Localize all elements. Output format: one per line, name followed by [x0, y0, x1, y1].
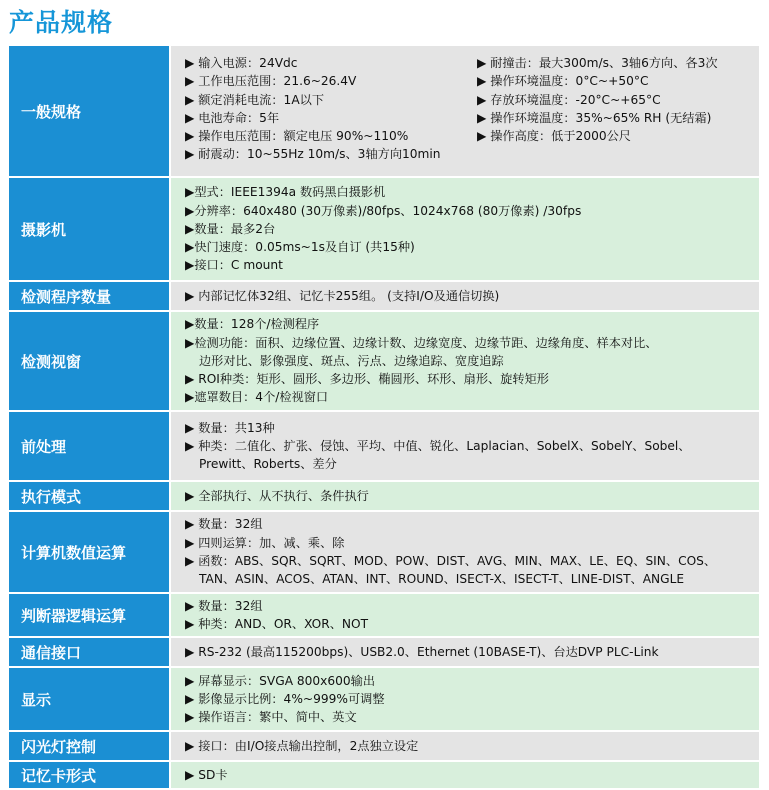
- spec-line: ▶ 操作语言：繁中、简中、英文: [185, 710, 357, 725]
- spec-line: ▶型式：IEEE1394a 数码黑白摄影机: [185, 185, 386, 200]
- spec-line: ▶ 耐撞击：最大300m/s、3轴6方向、各3次: [477, 56, 718, 70]
- spec-row-execution-mode: [9, 482, 759, 512]
- row-label: 闪光灯控制: [9, 732, 171, 760]
- row-content: [171, 46, 759, 176]
- spec-line: ▶ 种类：二值化、扩张、侵蚀、平均、中值、锐化、Laplacian、SobelX、SobelY、Sobel、: [185, 438, 691, 453]
- row-content: [171, 178, 759, 280]
- spec-line: ▶ 数量：共13种: [185, 420, 275, 435]
- spec-line: ▶ 操作环境温度：0°C~+50°C: [477, 74, 649, 89]
- spec-row-camera: [9, 178, 759, 282]
- spec-row-logic-operations: [9, 594, 759, 638]
- spec-row-display: [9, 668, 759, 732]
- row-label: 计算机数值运算: [9, 512, 171, 592]
- spec-line: ▶ 数量：32组: [185, 598, 263, 613]
- row-label: 通信接口: [9, 638, 171, 666]
- spec-line: ▶ 内部记忆体32组、记忆卡255组。 (支持I/O及通信切换): [185, 288, 500, 303]
- spec-line: ▶ SD卡: [185, 767, 228, 782]
- row-content: [171, 312, 759, 410]
- row-content: [171, 638, 759, 666]
- row-content: [171, 732, 759, 760]
- row-label: 前处理: [9, 412, 171, 480]
- spec-line: ▶遮罩数目：4个/检视窗口: [185, 390, 329, 405]
- spec-line: ▶ 操作环境温度：35%~65% RH (无结霜): [477, 110, 712, 125]
- spec-line: ▶ 接口：由I/O接点输出控制，2点独立设定: [185, 738, 419, 753]
- spec-line: ▶ 操作高度：低于2000公尺: [477, 129, 631, 144]
- spec-line: ▶数量：128个/检测程序: [185, 317, 320, 332]
- spec-line: ▶数量：最多2台: [185, 221, 276, 236]
- spec-line: ▶ 函数：ABS、SQR、SQRT、MOD、POW、DIST、AVG、MIN、MAX、LE、EQ、SIN、COS、: [185, 554, 717, 568]
- row-label: 检测视窗: [9, 312, 171, 410]
- spec-line: ▶ 电池寿命：5年: [185, 110, 280, 125]
- row-label: 显示: [9, 668, 171, 730]
- spec-row-communication: [9, 638, 759, 668]
- spec-line: ▶ ROI种类：矩形、圆形、多边形、椭圆形、环形、扇形、旋转矩形: [185, 372, 549, 387]
- spec-line: Prewitt、Roberts、差分: [199, 457, 337, 472]
- row-label: 摄影机: [9, 178, 171, 280]
- row-label: 记忆卡形式: [9, 762, 171, 788]
- spec-row-preprocessing: [9, 412, 759, 482]
- spec-line: ▶ 屏幕显示：SVGA 800x600输出: [185, 673, 376, 688]
- right-column: [477, 54, 759, 145]
- row-content: [171, 668, 759, 730]
- spec-line: ▶ 全部执行、从不执行、条件执行: [185, 488, 369, 503]
- spec-line: ▶ 工作电压范围：21.6~26.4V: [185, 74, 357, 89]
- row-label: 检测程序数量: [9, 282, 171, 310]
- spec-line: ▶检测功能：面积、边缘位置、边缘计数、边缘宽度、边缘节距、边缘角度、样本对比、: [185, 335, 658, 350]
- spec-line: ▶快门速度：0.05ms~1s及自订 (共15种): [185, 240, 415, 255]
- spec-row-general: [9, 46, 759, 178]
- spec-line: ▶ 额定消耗电流：1A以下: [185, 92, 325, 107]
- spec-line: 边形对比、影像强度、斑点、污点、边缘追踪、宽度追踪: [199, 353, 504, 368]
- row-content: [171, 482, 759, 510]
- spec-line: ▶ 操作电压范围：额定电压 90%~110%: [185, 129, 409, 144]
- spec-row-program-count: [9, 282, 759, 312]
- row-label: 执行模式: [9, 482, 171, 510]
- spec-line: ▶ 输入电源：24Vdc: [185, 56, 298, 70]
- spec-line: ▶接口：C mount: [185, 258, 283, 273]
- spec-row-numeric-operations: [9, 512, 759, 594]
- spec-line: ▶ 存放环境温度：-20°C~+65°C: [477, 92, 661, 107]
- spec-line: TAN、ASIN、ACOS、ATAN、INT、ROUND、ISECT-X、ISECT-T、LINE-DIST、ANGLE: [199, 572, 685, 587]
- row-content: [171, 412, 759, 480]
- row-content: [171, 512, 759, 592]
- row-content: [171, 762, 759, 788]
- spec-line: ▶ RS-232 (最高115200bps)、USB2.0、Ethernet (10BASE-T)、台达DVP PLC-Link: [185, 644, 659, 659]
- row-content: [171, 282, 759, 310]
- spec-line: ▶ 种类：AND、OR、XOR、NOT: [185, 617, 369, 631]
- spec-line: ▶分辨率：640x480 (30万像素)/80fps、1024x768 (80万像素) /30fps: [185, 203, 582, 218]
- row-label: 判断器逻辑运算: [9, 594, 171, 636]
- spec-row-strobe-control: [9, 732, 759, 762]
- spec-line: ▶ 数量：32组: [185, 517, 263, 532]
- left-column: [185, 54, 477, 164]
- spec-line: ▶ 耐震动：10~55Hz 10m/s、3轴方向10min: [185, 147, 441, 162]
- row-content: [171, 594, 759, 636]
- spec-row-inspection-windows: [9, 312, 759, 412]
- spec-line: ▶ 四则运算：加、减、乘、除: [185, 535, 345, 550]
- spec-table: [9, 46, 759, 790]
- row-label: 一般规格: [9, 46, 171, 176]
- spec-line: ▶ 影像显示比例：4%~999%可调整: [185, 691, 385, 706]
- page-title: 产品规格: [9, 8, 114, 37]
